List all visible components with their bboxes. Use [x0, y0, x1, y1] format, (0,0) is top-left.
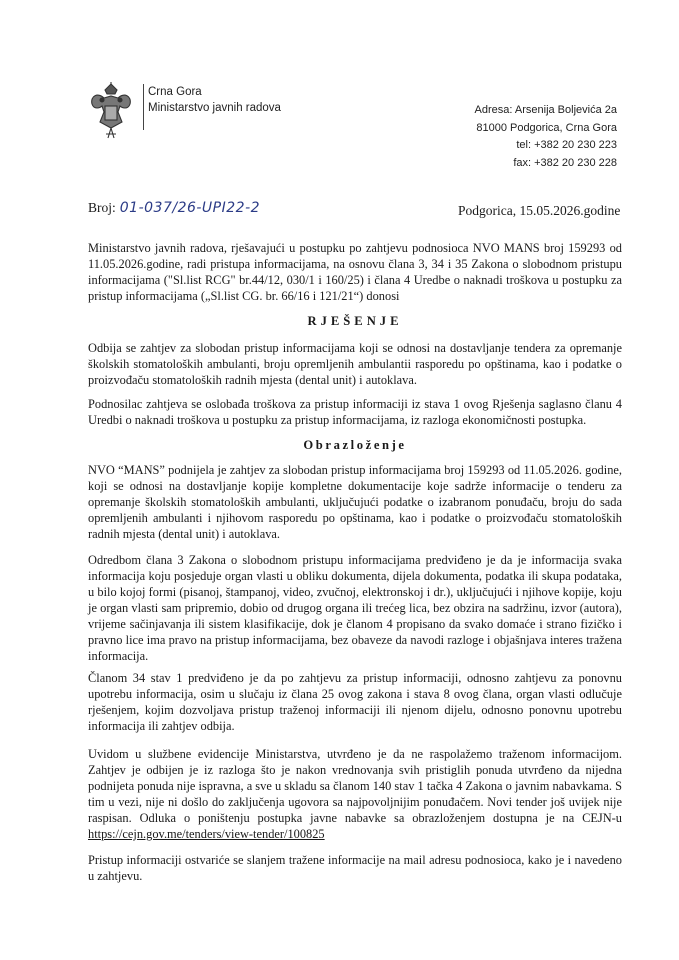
coat-of-arms-icon: [88, 82, 134, 142]
reasoning-paragraph-1: NVO “MANS” podnijela je zahtjev za slobodan pristup informacijama broj 159293 od 11.05.2026. godine, koji se odnosi na dostavljanje kopije kompletne dokumentacije koje sadrže informacije o tenderu za opremanje školskih stomatoloških ambulanti, uključujući podatke o izabranom ponuđaču, broju do sada opremljenih ambulanti i njihovom rasporedu po opštinama, kao i podatke o proizvođaču stomatoloških radnih mjesta (dental unit) i autoklava.: [88, 463, 622, 541]
address-city: 81000 Podgorica, Crna Gora: [476, 121, 617, 134]
address-street: Adresa: Arsenija Boljevića 2a: [474, 104, 617, 116]
cejn-tender-link[interactable]: https://cejn.gov.me/tenders/view-tender/100825: [88, 827, 325, 841]
organization-name: [148, 84, 281, 116]
intro-paragraph: Ministarstvo javnih radova, rješavajući u postupku po zahtjevu podnosioca NVO MANS broj 159293 od 11.05.2026.godine, radi pristupa informacijama, na osnovu člana 3, 34 i 35 Zakona o slobodnom pristupu informacijama ("Sl.list RCG" br.44/12, 030/1 i 160/25) i člana 4 Uredbe o naknadi troškova u postupku za pristup informacijama („Sl.list CG. br. 66/16 i 121/21“) donosi: [88, 241, 622, 303]
closing-paragraph: Pristup informaciji ostvariće se slanjem tražene informacije na mail adresu podnosioca, kako je i navedeno u zahtjevu.: [88, 853, 622, 883]
decision-heading: RJEŠENJE: [307, 314, 403, 328]
reference-number: [88, 200, 260, 216]
decision-paragraph-2: Podnosilac zahtjeva se oslobađa troškova za pristup informaciji iz stava 1 ovog Rješenja saglasno članu 4 Uredbi o naknadi troškova u postupku za pristup informacijama, iz razloga ekonomičnosti postupka.: [88, 397, 622, 427]
address-fax: fax: +382 20 230 228: [513, 156, 617, 169]
reasoning-paragraph-2: Odredbom člana 3 Zakona o slobodnom pristupu informacijama predviđeno je da je informacija svaka informacija koju posjeduje organ vlasti u obliku dokumenta, dijela dokumenta, podatka ili skupa podataka, u bilo kojoj formi (pisanoj, štampanoj, video, zvučnoj, elektronskoj i dr.), uključujući i njihove kopije, koju je organ vlasti sam pripremio, dobio od drugog organa ili trećeg lica, bez obzira na sadržinu, izvor (autora), vrijeme sačinjavanja ili sistem klasifikacije, dok je članom 4 propisano da svako domaće i strano fizičko i pravno lice ima pravo na pristup informacijama, bez obaveze da navodi razloge i objašnjava interes tražena informacija.: [88, 553, 622, 663]
address-tel: tel: +382 20 230 223: [516, 139, 617, 151]
reasoning-paragraph-4-text: Uvidom u službene evidencije Ministarstva, utvrđeno je da ne raspolažemo traženom informacijom. Zahtjev je odbijen je iz razloga što je nakon vrednovanja svih pristiglih ponuda utvrđeno da nijedna podnijeta ponuda nije ispravna, a sve u skladu sa članom 140 stav 1 tačka 4 Zakona o javnim nabavkama. S tim u vezi, nije ni došlo do zaključenja ugovora sa najpovoljnijim ponuđačem. Novi tender još uvijek nije raspisan. Odluka o poništenju postupka javne nabavke sa obrazloženjem dostupna je na CEJN-u: [88, 747, 622, 825]
reference-handwritten: 01-037/26-UPI22-2: [119, 200, 261, 216]
reasoning-paragraph-4: [88, 746, 622, 842]
address-block: [475, 102, 617, 172]
org-ministry: Ministarstvo javnih radova: [148, 102, 281, 114]
reasoning-paragraph-3: Članom 34 stav 1 predviđeno je da po zahtjevu za pristup informaciji, odnosno zahtjevu za ponovnu upotrebu informacija, osim u slučaju iz člana 25 ovog zakona i stava 8 ovog člana, organ vlasti odlučuje rješenjem, kojim dozvoljava pristup traženoj informaciji ili njenom dijelu, odnosno ponovnu upotrebu informacija ili zahtjev odbija.: [88, 671, 622, 733]
org-country: Crna Gora: [148, 86, 202, 98]
reasoning-heading: Obrazloženje: [303, 438, 407, 452]
decision-paragraph-1: Odbija se zahtjev za slobodan pristup informacijama koji se odnosi na dostavljanje tendera za opremanje školskih stomatoloških ambulanti, broju opremljenih ambulantii rasporedu po opštinama, kao i podatke o proizvođaču stomatoloških radnih mjesta (dental unit) i autoklava.: [88, 341, 622, 387]
reference-label: Broj:: [88, 200, 116, 215]
document-date: Podgorica, 15.05.2026.godine: [458, 203, 621, 218]
header-divider: [143, 84, 144, 130]
